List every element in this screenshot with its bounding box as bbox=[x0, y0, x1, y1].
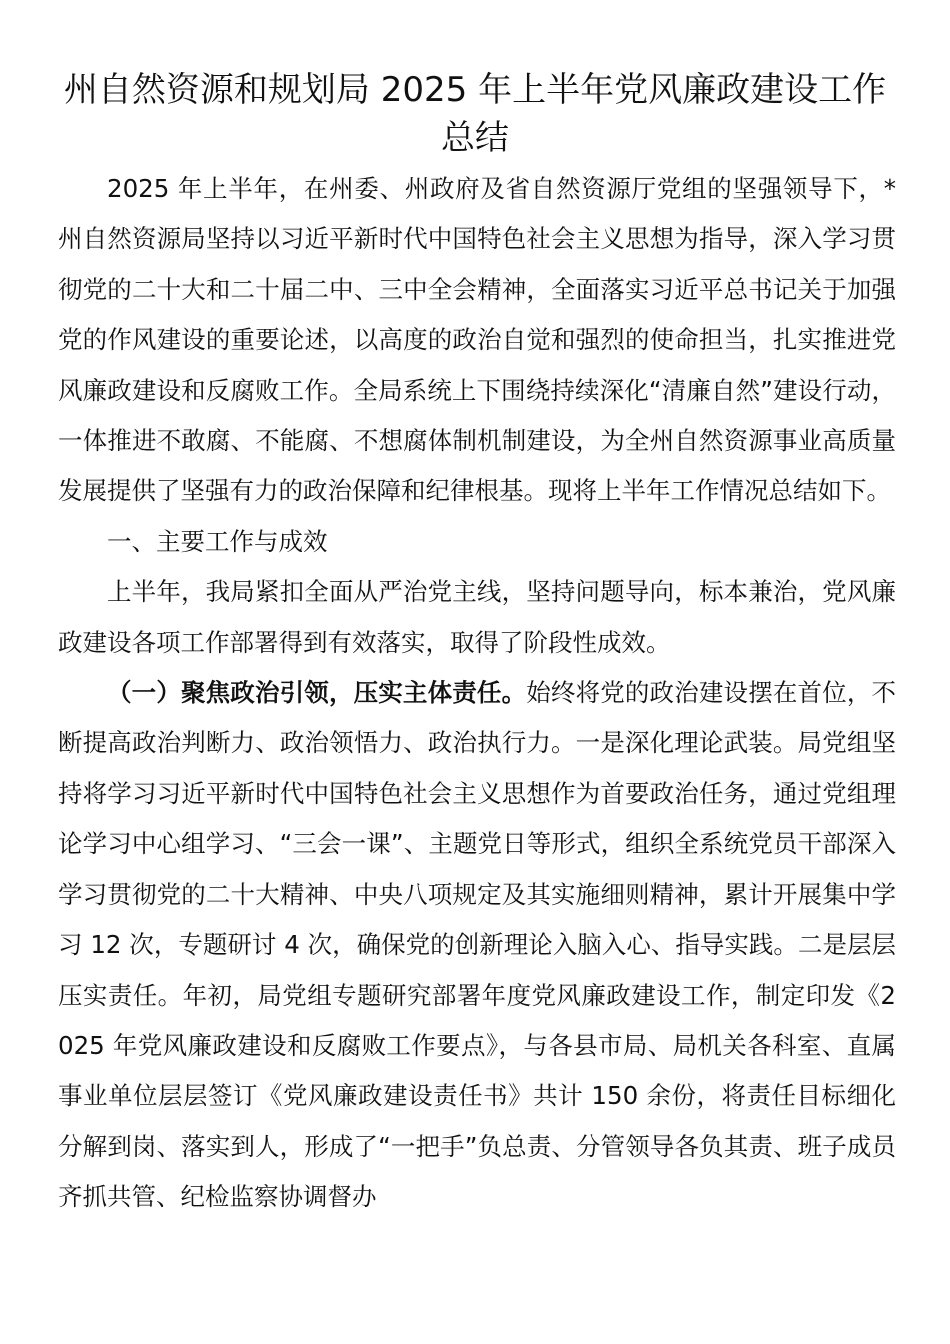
document-title: 州自然资源和规划局 2025 年上半年党风廉政建设工作总结 bbox=[63, 70, 887, 158]
subsection-paragraph bbox=[58, 668, 896, 1222]
subsection-heading: （一）聚焦政治引领，压实主体责任。 bbox=[107, 678, 527, 708]
document-body bbox=[58, 164, 896, 1223]
subsection-body: 始终将党的政治建设摆在首位，不断提高政治判断力、政治领悟力、政治执行力。一是深化理论武装。局党组坚持将学习习近平新时代中国特色社会主义思想作为首要政治任务，通过党组理论学习中心组学习、“三会一课”、主题党日等形式，组织全系统党员干部深入学习贯彻党的二十大精神、中央八项规定及其实施细则精神，累计开展集中学习 12 次，专题研讨 4 次，确保党的创新理论入脑入心、指导实践。二是层层压实责任。年初，局党组专题研究部署年度党风廉政建设工作，制定印发《2025 年党风廉政建设和反腐败工作要点》，与各县市局、局机关各科室、直属事业单位层层签订《党风廉政建设责任书》共计 150 余份，将责任目标细化分解到岗、落实到人，形成了“一把手”负总责、分管领导各负其责、班子成员齐抓共管、纪检监察协调督办 bbox=[58, 678, 897, 1212]
section-heading: 一、主要工作与成效 bbox=[107, 526, 328, 556]
section-intro-paragraph: 上半年，我局紧扣全面从严治党主线，坚持问题导向，标本兼治，党风廉政建设各项工作部署得到有效落实，取得了阶段性成效。 bbox=[58, 577, 896, 657]
intro-paragraph: 2025 年上半年，在州委、州政府及省自然资源厅党组的坚强领导下，*州自然资源局坚持以习近平新时代中国特色社会主义思想为指导，深入学习贯彻党的二十大和二十届二中、三中全会精神，全面落实习近平总书记关于加强党的作风建设的重要论述，以高度的政治自觉和强烈的使命担当，扎实推进党风廉政建设和反腐败工作。全局系统上下围绕持续深化“清廉自然”建设行动，一体推进不敢腐、不能腐、不想腐体制机制建设，为全州自然资源事业高质量发展提供了坚强有力的政治保障和纪律根基。现将上半年工作情况总结如下。 bbox=[58, 174, 896, 506]
